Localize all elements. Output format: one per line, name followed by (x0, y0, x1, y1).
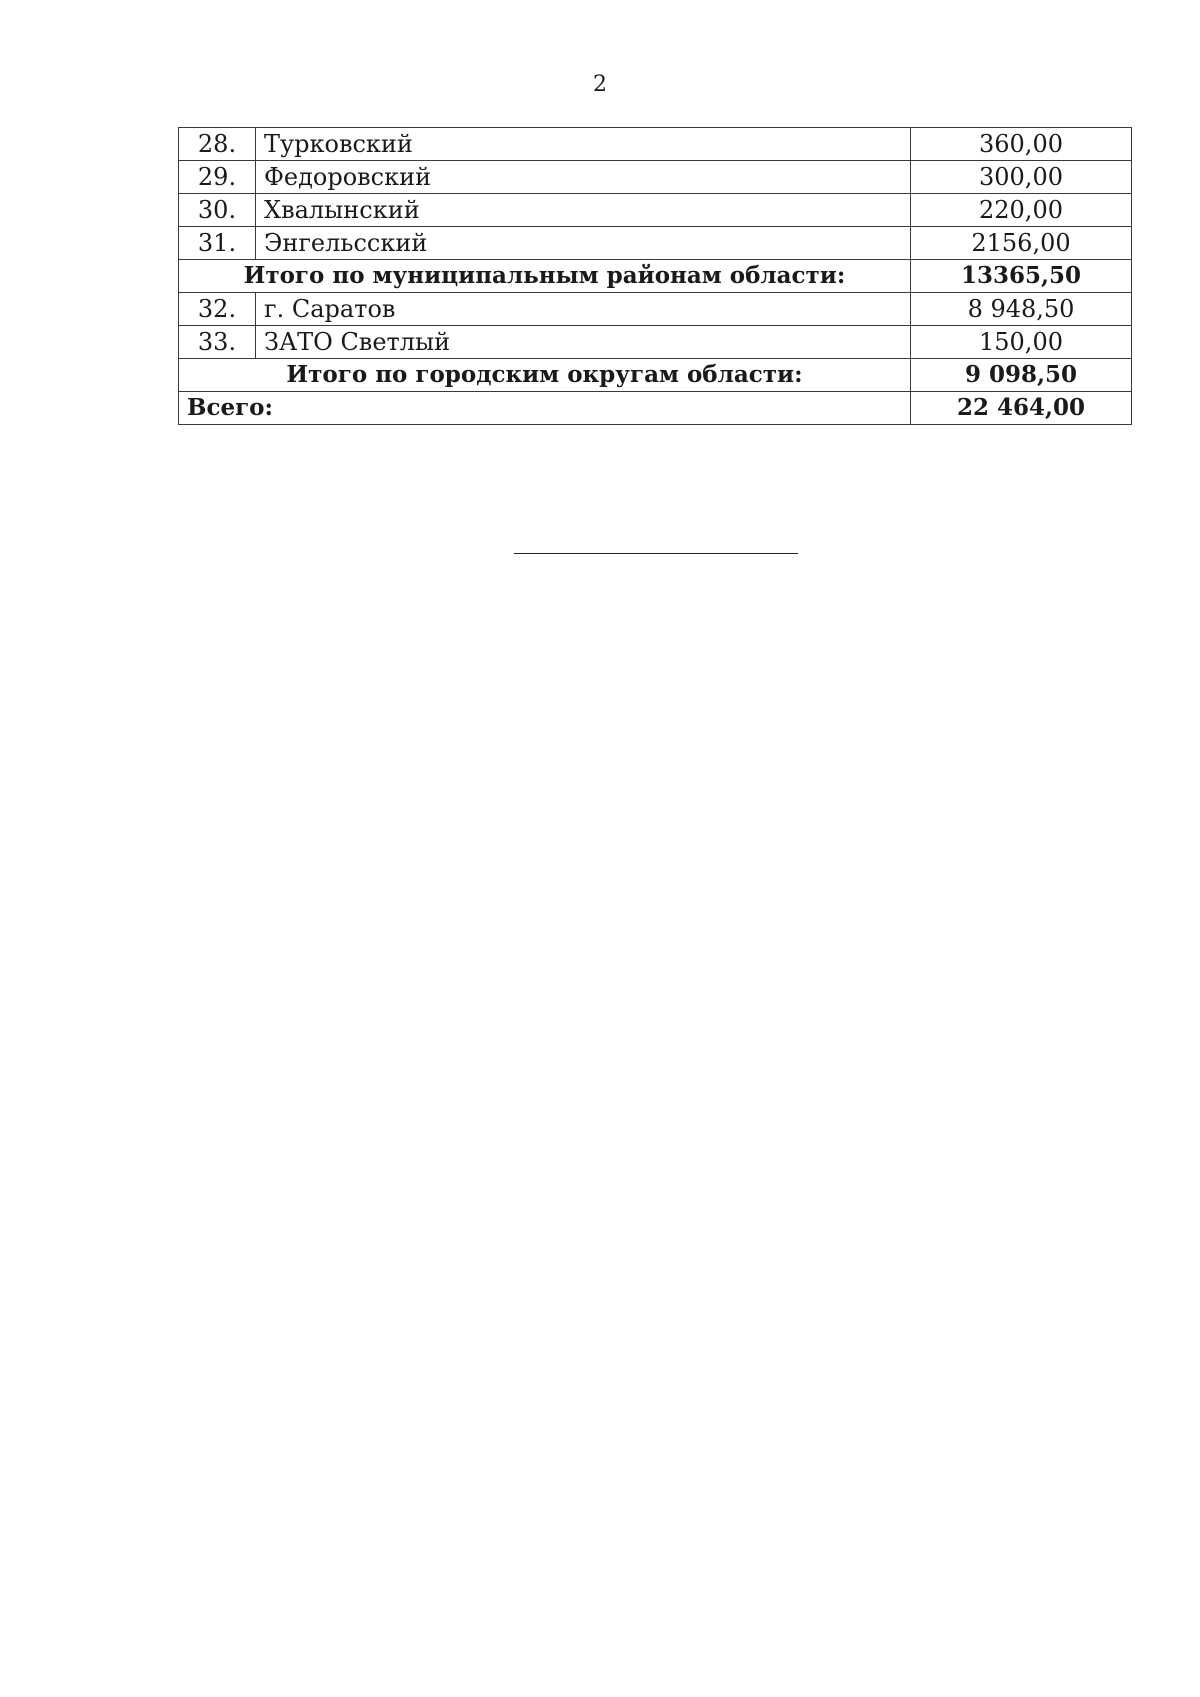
grand-total-label: Всего: (179, 392, 911, 425)
table-row (179, 128, 1132, 161)
table-row (179, 161, 1132, 194)
row-number: 32. (179, 293, 256, 326)
row-number: 33. (179, 326, 256, 359)
table-row (179, 227, 1132, 260)
amount-value: 220,00 (911, 194, 1132, 227)
subtotal-cities-row (179, 359, 1132, 392)
subtotal-districts-value: 13365,50 (911, 260, 1132, 293)
row-number: 31. (179, 227, 256, 260)
table-row (179, 293, 1132, 326)
subtotal-cities-label: Итого по городским округам области: (179, 359, 911, 392)
amount-value: 150,00 (911, 326, 1132, 359)
district-name: Хвалынский (256, 194, 911, 227)
grand-total-row (179, 392, 1132, 425)
end-of-document-rule (514, 553, 798, 554)
table-row (179, 326, 1132, 359)
city-name: ЗАТО Светлый (256, 326, 911, 359)
subtotal-cities-value: 9 098,50 (911, 359, 1132, 392)
district-name: Федоровский (256, 161, 911, 194)
district-name: Энгельсский (256, 227, 911, 260)
grand-total-value: 22 464,00 (911, 392, 1132, 425)
page-number: 2 (593, 72, 607, 97)
table-row (179, 194, 1132, 227)
district-name: Турковский (256, 128, 911, 161)
amount-value: 300,00 (911, 161, 1132, 194)
subtotal-districts-label: Итого по муниципальным районам области: (179, 260, 911, 293)
amount-value: 2156,00 (911, 227, 1132, 260)
allocation-table (178, 127, 1132, 425)
amount-value: 8 948,50 (911, 293, 1132, 326)
city-name: г. Саратов (256, 293, 911, 326)
amount-value: 360,00 (911, 128, 1132, 161)
row-number: 30. (179, 194, 256, 227)
row-number: 29. (179, 161, 256, 194)
subtotal-districts-row (179, 260, 1132, 293)
row-number: 28. (179, 128, 256, 161)
